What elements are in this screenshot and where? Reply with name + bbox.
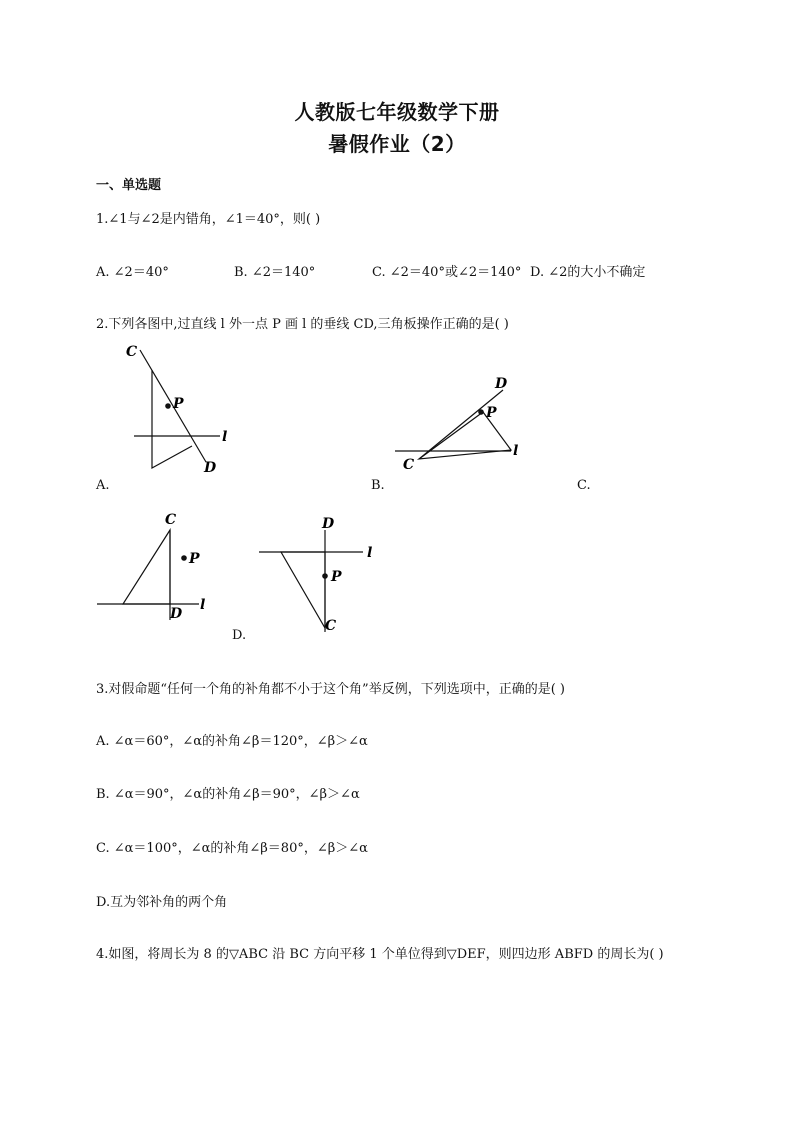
- figure-d-label-c: C: [325, 618, 337, 634]
- figure-d-point-p: [322, 573, 328, 579]
- question-1-stem: 1.∠1与∠2是内错角，∠1＝40°，则( ): [96, 212, 321, 227]
- figure-a-option-label: A.: [96, 478, 110, 493]
- figure-b-label-c: C: [403, 457, 415, 473]
- question-3-stem: 3.对假命题“任何一个角的补角都不小于这个角”举反例，下列选项中，正确的是( ): [96, 682, 565, 697]
- figure-b-label-p: P: [486, 405, 497, 421]
- question-3-option-b: B. ∠α＝90°，∠α的补角∠β＝90°，∠β＞∠α: [96, 787, 360, 802]
- figure-b-line-cd: [419, 390, 503, 459]
- section-heading: 一、单选题: [96, 178, 162, 193]
- figure-c-triangle: [123, 530, 170, 604]
- figure-d-option-label: D.: [232, 628, 247, 643]
- figure-b-point-p: [478, 409, 484, 415]
- question-3-option-a: A. ∠α＝60°，∠α的补角∠β＝120°，∠β＞∠α: [96, 734, 368, 749]
- figure-a-label-d: D: [204, 460, 217, 476]
- figure-b-triangle: [419, 412, 511, 459]
- question-1-option-c: C. ∠2＝40°或∠2＝140°: [372, 265, 522, 280]
- figure-c-label-p: P: [189, 551, 200, 567]
- figure-a-label-p: P: [173, 396, 184, 412]
- figure-c-option-label: C.: [577, 478, 591, 493]
- figure-b-label-l: l: [513, 443, 519, 459]
- question-3-option-c: C. ∠α＝100°，∠α的补角∠β＝80°，∠β＞∠α: [96, 841, 368, 856]
- question-1-option-b: B. ∠2＝140°: [234, 265, 316, 280]
- figure-c-label-l: l: [200, 597, 206, 613]
- question-1-option-a: A. ∠2＝40°: [96, 265, 169, 280]
- figure-a-triangle: [152, 370, 192, 468]
- figure-c-label-d: D: [170, 606, 183, 622]
- figure-a: [120, 340, 240, 480]
- figure-b-option-label: B.: [371, 478, 385, 493]
- figure-a-point-p: [165, 403, 171, 409]
- figure-b-label-d: D: [495, 376, 508, 392]
- question-2-stem: 2.下列各图中,过直线 l 外一点 P 画 l 的垂线 CD,三角板操作正确的是( ): [96, 317, 509, 332]
- figure-a-label-c: C: [126, 344, 138, 360]
- figure-c-point-p: [181, 555, 187, 561]
- figure-d: [255, 512, 385, 637]
- figure-d-label-l: l: [367, 545, 373, 561]
- figure-d-label-p: P: [331, 569, 342, 585]
- figure-c-label-c: C: [165, 512, 177, 528]
- figure-a-label-l: l: [222, 429, 228, 445]
- figure-c: [95, 508, 220, 628]
- question-1-option-d: D. ∠2的大小不确定: [530, 265, 646, 280]
- question-4-stem: 4.如图，将周长为 8 的▽ABC 沿 BC 方向平移 1 个单位得到▽DEF，则四边形 ABFD 的周长为( ): [96, 947, 664, 962]
- figure-d-label-d: D: [322, 516, 335, 532]
- page-title: 人教版七年级数学下册: [294, 100, 500, 124]
- page-subtitle: 暑假作业（2）: [328, 132, 466, 156]
- figure-b: [395, 372, 535, 472]
- question-3-option-d: D.互为邻补角的两个角: [96, 895, 228, 910]
- figure-d-triangle: [281, 552, 325, 628]
